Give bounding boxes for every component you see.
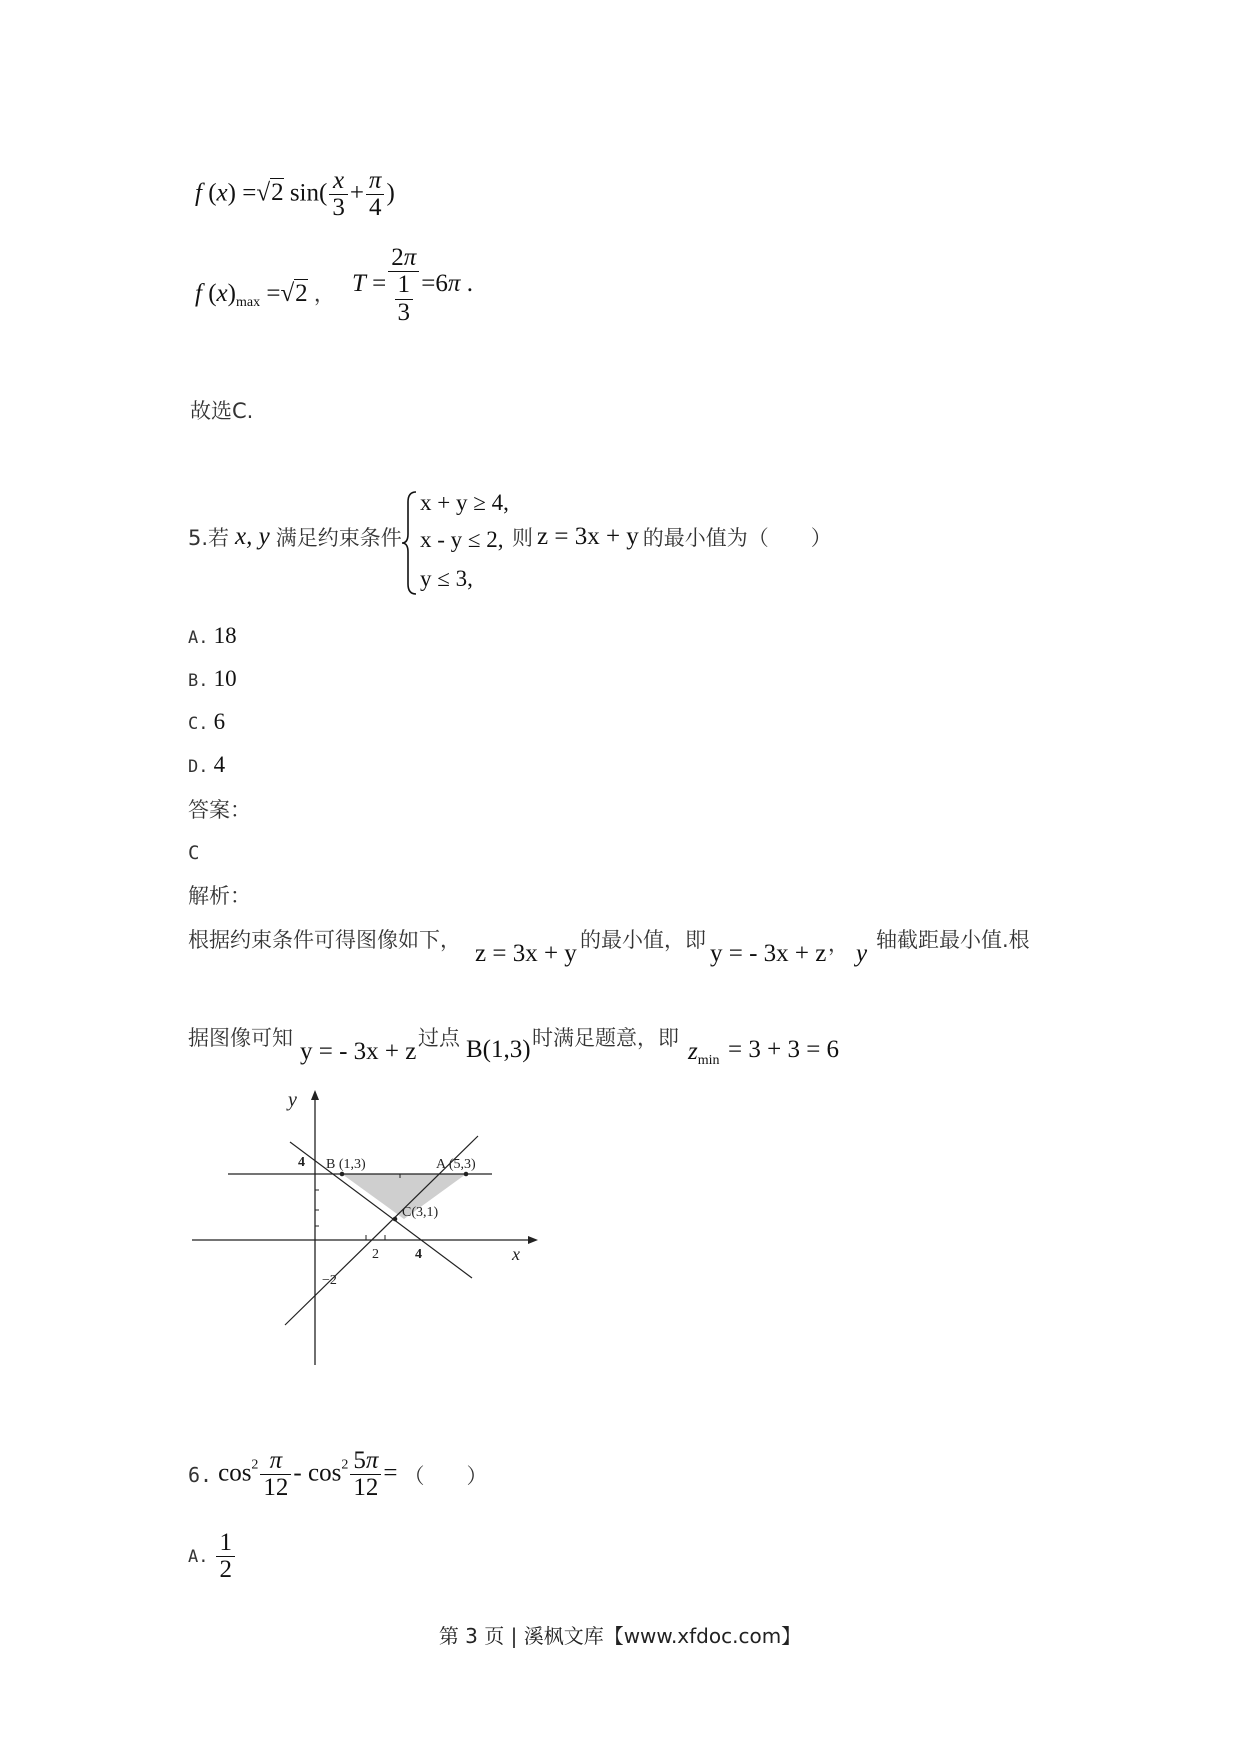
analysis-line-1d: y = - 3x + z <box>710 940 827 967</box>
q6-number: 6. <box>188 1462 213 1487</box>
q6-stem <box>188 1448 487 1502</box>
q5-prefix: 5.若 <box>188 526 230 550</box>
tick-2-x: 2 <box>372 1247 379 1262</box>
y-axis-label: y <box>288 1090 297 1111</box>
constraint-graph <box>190 1090 550 1370</box>
q5-then: 则 <box>512 526 533 550</box>
analysis-line-1b: z = 3x + y <box>475 940 577 967</box>
vertex-b <box>340 1172 345 1177</box>
q6-expression: $\cos^2$ $\frac{\pi}{12}$ - $\cos^2$ $\frac{5\pi}{12}$ = <box>218 1447 398 1502</box>
option-value: $\frac{1}{2}$ <box>216 1530 235 1584</box>
q5-option-a[interactable] <box>188 623 237 649</box>
option-label: D. <box>188 757 209 777</box>
answer-label: 答案： <box>188 798 251 822</box>
analysis-line-2b: y = - 3x + z <box>300 1038 417 1065</box>
q5-option-b[interactable] <box>188 666 237 692</box>
constraint-3: y ≤ 3, <box>420 566 473 591</box>
x-axis-label: x <box>512 1244 520 1264</box>
q5-mid: 满足约束条件 <box>275 526 402 550</box>
q5-vars: x, y <box>235 523 270 550</box>
q5-stem <box>188 522 402 552</box>
analysis-line-1f: y <box>856 940 868 967</box>
q5-objective: z = 3x + y <box>537 523 639 550</box>
label-point-b: B (1,3) <box>326 1157 366 1172</box>
vertex-a <box>464 1172 469 1177</box>
analysis-line-1e: ， <box>828 932 849 956</box>
answer-value: C <box>188 842 200 864</box>
q6-option-a[interactable] <box>188 1530 237 1584</box>
option-value: 6 <box>213 709 226 734</box>
vertex-c <box>393 1217 398 1222</box>
option-label: A. <box>188 1546 209 1567</box>
x-axis-arrow <box>528 1236 538 1244</box>
label-point-a: A (5,3) <box>436 1157 476 1172</box>
option-label: A. <box>188 628 209 648</box>
q5-option-c[interactable] <box>188 709 225 735</box>
formula-period: T = $\frac{2\pi}{\frac{1}{3}}$ =6π . <box>352 244 473 326</box>
analysis-line-1g: 轴截距最小值.根 <box>876 928 1030 952</box>
constraint-brace <box>402 488 422 598</box>
analysis-label: 解析： <box>188 884 251 908</box>
analysis-line-2f: = 3 + 3 = 6 <box>728 1036 840 1063</box>
option-value: 4 <box>213 752 226 777</box>
analysis-line-2e: 时满足题意，即 <box>532 1026 679 1050</box>
constraint-1: x + y ≥ 4, <box>420 490 509 515</box>
q6-paren: （ ） <box>403 1463 488 1488</box>
analysis-line-2a: 据图像可知 <box>188 1026 293 1050</box>
tick-neg2: −2 <box>322 1273 337 1288</box>
option-value: 18 <box>213 623 237 648</box>
constraint-2: x - y ≤ 2, <box>420 527 504 552</box>
y-axis-arrow <box>311 1090 319 1100</box>
analysis-line-1c: 的最小值，即 <box>580 928 706 952</box>
formula-fmax: f $(x)_{max} =√2$ ， <box>195 280 335 310</box>
q5-option-d[interactable] <box>188 752 225 778</box>
option-label: C. <box>188 714 209 734</box>
tick-4-x: 4 <box>415 1247 422 1262</box>
page-footer: 第 3 页 | 溪枫文库【www.xfdoc.com】 <box>438 1624 802 1648</box>
option-value: 10 <box>213 666 237 691</box>
option-label: B. <box>188 671 209 691</box>
analysis-line-2z: $z_{min}$ <box>688 1038 720 1068</box>
formula-fx: f (x) =√2 sin( $\frac{x}{3}$ + $\frac{\pi}{4}$ ) <box>195 167 395 222</box>
prev-conclusion: 故选C. <box>190 399 254 423</box>
analysis-line-1a: 根据约束条件可得图像如下， <box>188 928 461 952</box>
tick-4-y: 4 <box>298 1155 305 1170</box>
analysis-line-2d: B(1,3) <box>466 1036 531 1063</box>
q5-stem-tail <box>512 522 832 552</box>
label-point-c: C(3,1) <box>402 1205 439 1220</box>
analysis-line-2c: 过点 <box>418 1026 460 1050</box>
q5-suffix: 的最小值为（ ） <box>642 526 832 550</box>
